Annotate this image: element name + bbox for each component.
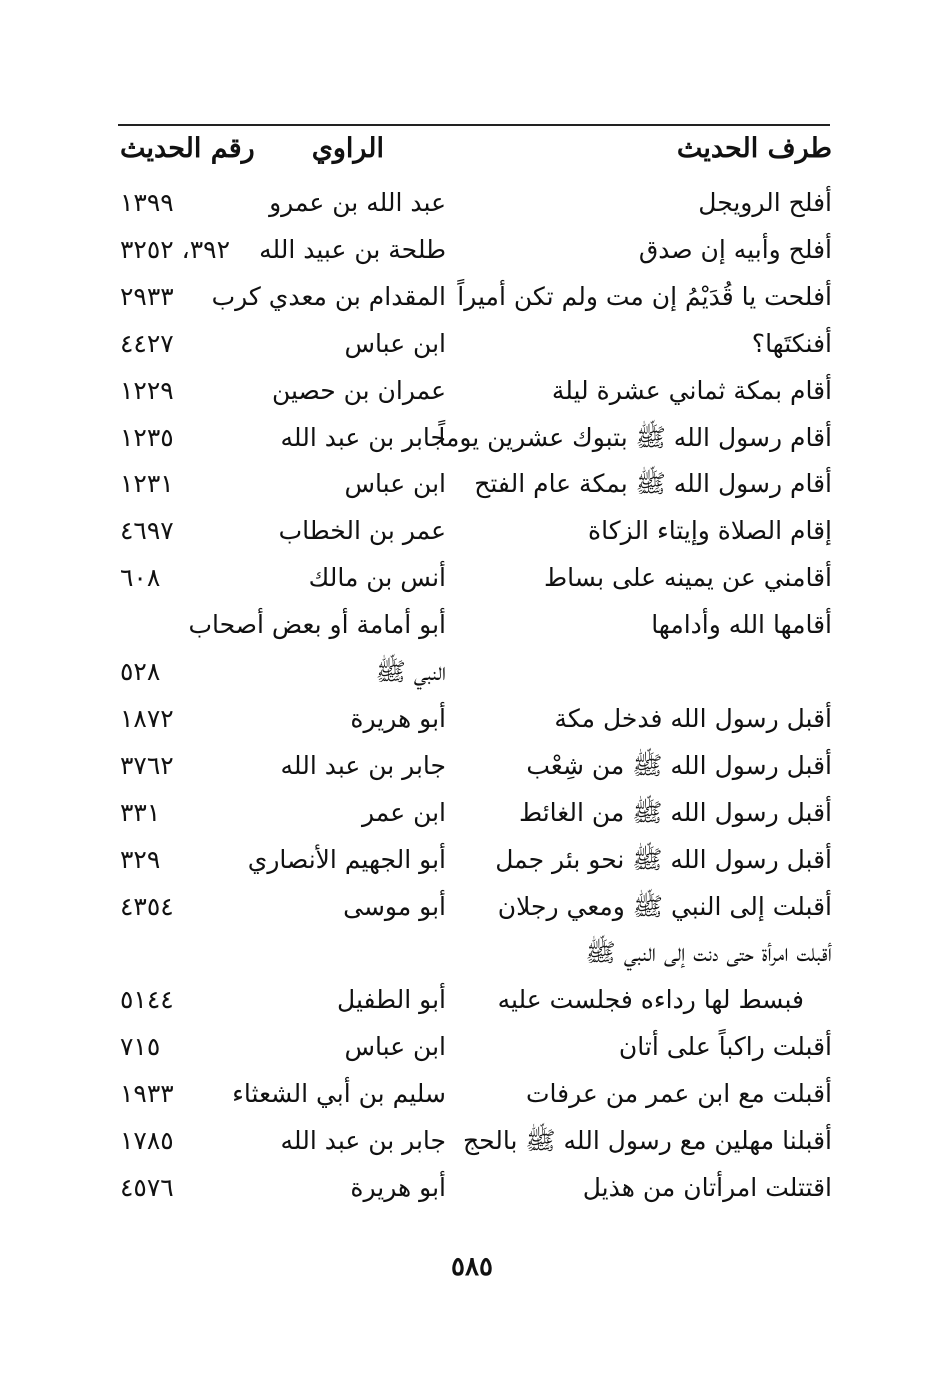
narrator-name: جابر بن عبد الله	[280, 1126, 446, 1155]
table-row	[0, 1024, 944, 1070]
header-top-rule	[118, 124, 830, 126]
hadith-number: ٣٢٩	[120, 844, 161, 874]
table-row	[0, 227, 944, 273]
hadith-text: أقبل رسول الله ﷺ نحو بئر جمل	[495, 844, 832, 874]
narrator-name: عمر بن الخطاب	[278, 516, 446, 546]
hadith-number: ٣٧٦٢	[120, 750, 174, 780]
hadith-text: أقام بمكة ثماني عشرة ليلة	[551, 375, 832, 405]
hadith-text: أقبل رسول الله ﷺ من شِعْب	[526, 750, 832, 780]
narrator-name: طلحة بن عبيد الله	[259, 234, 446, 264]
hadith-number: ٤٣٥٤	[120, 891, 174, 921]
hadith-number: ٣٣١	[120, 797, 161, 827]
table-row	[0, 1165, 944, 1211]
table-row	[0, 743, 944, 789]
hadith-number: ٤٤٢٧	[120, 328, 174, 358]
header-hadith-column: طرف الحديث	[676, 133, 832, 164]
table-row	[0, 884, 944, 930]
narrator-name: النبي ﷺ	[375, 657, 446, 686]
hadith-number: ٧١٥	[120, 1032, 161, 1062]
hadith-number: ٥١٤٤	[120, 985, 174, 1015]
table-row	[0, 321, 944, 367]
narrator-name: أبو موسى	[343, 891, 446, 921]
hadith-number: ١٢٢٩	[120, 375, 174, 405]
narrator-name: أنس بن مالك	[308, 563, 446, 593]
hadith-number: ١٨٧٢	[120, 703, 174, 733]
narrator-name: عمران بن حصين	[271, 375, 446, 405]
hadith-text: أقبلنا مهلين مع رسول الله ﷺ بالحج	[462, 1126, 832, 1155]
hadith-number: ٦٠٨	[120, 563, 161, 593]
hadith-text: أقبلت إلى النبي ﷺ ومعي رجلان	[497, 891, 832, 921]
hadith-text: أقامني عن يمينه على بساط	[544, 563, 832, 593]
table-header	[0, 127, 944, 171]
hadith-text: أقام رسول الله ﷺ بمكة عام الفتح	[474, 469, 832, 499]
narrator-name: أبو الجهيم الأنصاري	[247, 844, 446, 874]
hadith-text: أقام رسول الله ﷺ بتبوك عشرين يوماً	[438, 422, 832, 452]
table-row	[0, 790, 944, 836]
hadith-text: أفنكتَها؟	[751, 328, 832, 358]
table-row	[0, 1118, 944, 1164]
narrator-name: أبو الطفيل	[337, 985, 446, 1015]
table-row	[0, 508, 944, 554]
hadith-number: ١٣٩٩	[120, 188, 174, 217]
hadith-text: أقامها الله وأدامها	[651, 610, 832, 640]
table-row	[0, 461, 944, 507]
table-row	[0, 837, 944, 883]
narrator-name: عبد الله بن عمرو	[269, 188, 446, 217]
hadith-number: ١٧٨٥	[120, 1126, 174, 1155]
table-row	[0, 930, 944, 976]
hadith-text: أفلح وأبيه إن صدق	[638, 234, 832, 264]
narrator-name: ابن عباس	[344, 328, 446, 358]
narrator-name: ابن عمر	[361, 797, 446, 827]
narrator-name: جابر بن عبد الله	[280, 750, 446, 780]
narrator-name: المقدام بن معدي كرب	[211, 281, 446, 311]
table-row	[0, 696, 944, 742]
hadith-text: أقبل رسول الله ﷺ من الغائط	[518, 797, 832, 827]
hadith-number: ٥٢٨	[120, 657, 161, 686]
table-row	[0, 649, 944, 695]
narrator-name: سليم بن أبي الشعثاء	[232, 1079, 446, 1109]
narrator-name: ابن عباس	[344, 469, 446, 499]
header-narrator-column: الراوي	[311, 133, 384, 164]
hadith-number: ١٩٣٣	[120, 1079, 174, 1109]
hadith-text: أفلحت يا قُدَيْمُ إن مت ولم تكن أميراً	[457, 281, 832, 311]
hadith-text: أقبل رسول الله فدخل مكة	[554, 703, 832, 733]
hadith-number: ١٢٣١	[120, 469, 174, 499]
narrator-name: ابن عباس	[344, 1032, 446, 1062]
hadith-text: أفلح الرويجل	[698, 188, 832, 217]
table-row	[0, 602, 944, 648]
hadith-number: ٤٦٩٧	[120, 516, 174, 546]
narrator-name: أبو أمامة أو بعض أصحاب	[188, 610, 446, 640]
table-row	[0, 555, 944, 601]
hadith-text: أقبلت مع ابن عمر من عرفات	[525, 1079, 832, 1109]
table-row	[0, 1071, 944, 1117]
hadith-text: إقام الصلاة وإيتاء الزكاة	[588, 516, 832, 546]
page-number: ٥٨٥	[451, 1252, 493, 1282]
hadith-number: ١٢٣٥	[120, 422, 174, 452]
table-row	[0, 415, 944, 461]
hadith-text: أقبلت امرأة حتى دنت إلى النبي ﷺ	[585, 938, 832, 968]
table-row	[0, 977, 944, 1023]
hadith-number: ٣٩٢، ٣٢٥٢	[120, 234, 231, 264]
hadith-text: أقبلت راكباً على أتان	[618, 1032, 832, 1062]
narrator-name: أبو هريرة	[350, 1172, 446, 1202]
table-row	[0, 274, 944, 320]
narrator-name: جابر بن عبد الله	[280, 422, 446, 452]
narrator-name: أبو هريرة	[350, 703, 446, 733]
hadith-number: ٢٩٣٣	[120, 281, 174, 311]
hadith-number: ٤٥٧٦	[120, 1172, 174, 1202]
header-number-column: رقم الحديث	[120, 133, 255, 164]
hadith-text: اقتتلت امرأتان من هذيل	[582, 1172, 832, 1202]
table-row	[0, 368, 944, 414]
hadith-text: فبسط لها رداءه فجلست عليه	[497, 985, 804, 1015]
table-row	[0, 180, 944, 226]
